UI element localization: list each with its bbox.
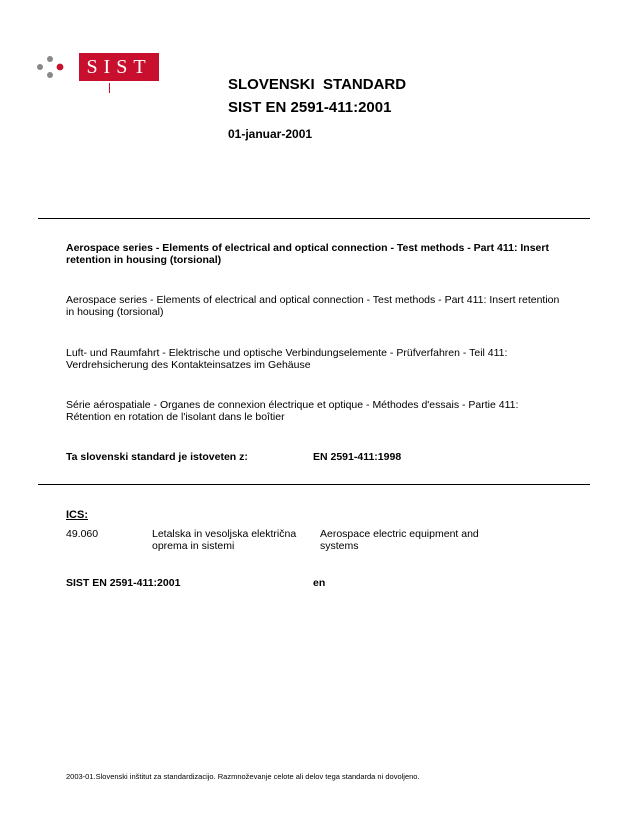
title-en: Aerospace series - Elements of electrical and optical connection - Test methods - Part 411: Insert retention in housing (torsional) [66,294,560,318]
title-de: Luft- und Raumfahrt - Elektrische und optische Verbindungselemente - Prüfverfahren - Teil 411: Verdrehsicherung des Kontakteinsatzes im Gehäuse [66,347,508,371]
main-title: Aerospace series - Elements of electrical and optical connection - Test methods - Part 411: Insert retention in housing (torsional) [66,242,549,266]
logo-dots-icon [34,54,74,84]
divider-bottom [38,484,590,485]
title-fr: Série aérospatiale - Organes de connexion électrique et optique - Méthodes d'essais - Partie 411: Rétention en rotation de l'isolant dans le boîtier [66,399,519,423]
identity-label: Ta slovenski standard je istoveten z: [66,451,248,463]
ics-code: 49.060 [66,528,99,540]
logo-rule [109,83,110,93]
standard-date: 01-januar-2001 [228,127,313,141]
sist-logo: SIST [79,53,159,81]
summary-code: SIST EN 2591-411:2001 [66,577,181,589]
ics-description-en: Aerospace electric equipment and systems [320,528,479,552]
ics-description-sl: Letalska in vesoljska električna oprema in sistemi [152,528,297,552]
standard-code: SIST EN 2591-411:2001 [228,99,392,116]
divider-top [38,218,590,219]
identity-value: EN 2591-411:1998 [313,451,402,463]
footer-copyright: 2003-01.Slovenski inštitut za standardizacijo. Razmnoževanje celote ali delov tega standarda ni dovoljeno. [66,772,420,781]
standard-type: SLOVENSKI STANDARD [228,76,407,93]
ics-label: ICS: [66,509,88,521]
summary-language: en [313,577,326,589]
